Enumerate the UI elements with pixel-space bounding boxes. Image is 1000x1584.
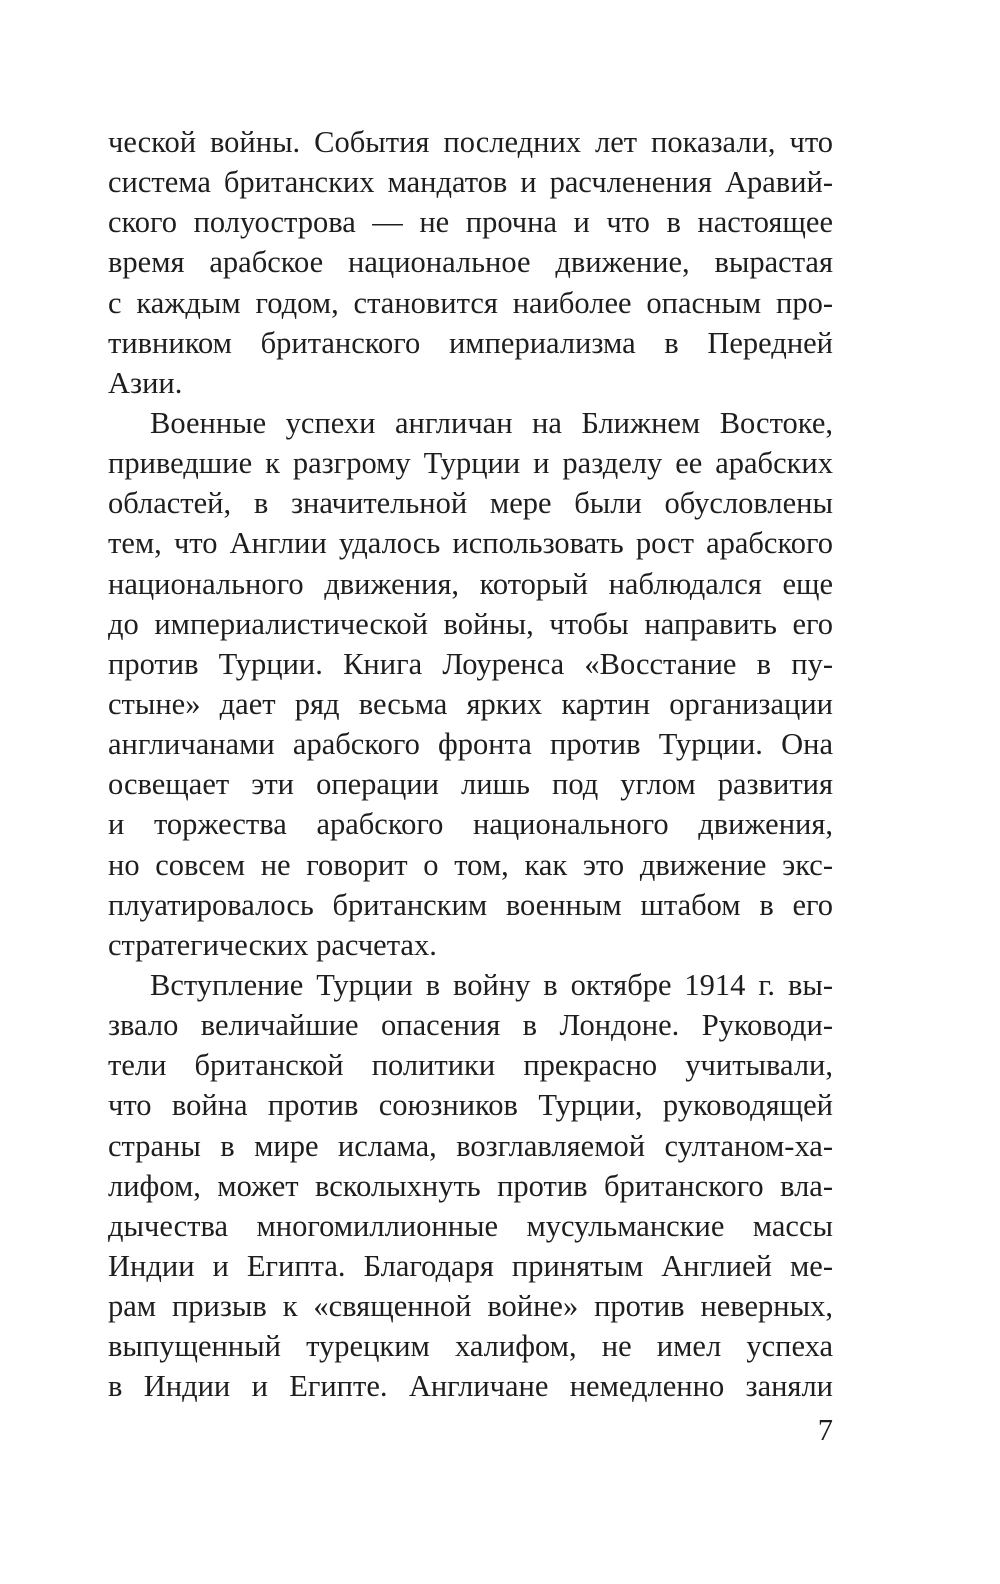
text-line: англичанами арабского фронта против Турции. Она (108, 727, 833, 762)
text-line: национального движения, который наблюдался еще (108, 566, 833, 601)
text-line: что война против союзников Турции, руководящей (108, 1088, 833, 1123)
text-line: звало величайшие опасения в Лондоне. Руководи- (108, 1008, 833, 1043)
body-text (108, 122, 833, 1407)
text-line: дычества многомиллионные мусульманские массы (108, 1208, 833, 1243)
text-line: ского полуострова — не прочна и что в настоящее (108, 205, 833, 240)
text-line: страны в мире ислама, возглавляемой султаном-ха- (108, 1128, 833, 1163)
text-line: приведшие к разгрому Турции и разделу ее арабских (108, 446, 833, 481)
paragraph (108, 965, 833, 1407)
text-line: областей, в значительной мере были обусловлены (108, 486, 833, 521)
text-line: тивником британского империализма в Передней (108, 325, 833, 360)
text-line: до империалистической войны, чтобы направить его (108, 606, 833, 641)
text-line: Военные успехи англичан на Ближнем Востоке, (150, 405, 833, 440)
text-line: Индии и Египта. Благодаря принятым Англией ме- (108, 1248, 833, 1283)
text-line: плуатировалось британским военным штабом в его (108, 887, 833, 922)
text-line: против Турции. Книга Лоуренса «Восстание в пу- (108, 646, 833, 681)
text-line: и торжества арабского национального движения, (108, 807, 833, 842)
text-line: выпущенный турецким халифом, не имел успеха (108, 1329, 833, 1364)
text-line: освещает эти операции лишь под углом развития (108, 767, 833, 802)
text-line: Вступление Турции в войну в октябре 1914 г. вы- (150, 967, 833, 1002)
paragraph (108, 403, 833, 965)
text-line: время арабское национальное движение, вырастая (108, 245, 833, 280)
text-line: тем, что Англии удалось использовать рост арабского (108, 526, 833, 561)
text-line: ческой войны. События последних лет показали, что (108, 125, 833, 159)
text-line: стратегических расчетах. (108, 927, 437, 962)
text-line: рам призыв к «священной войне» против неверных, (108, 1289, 833, 1324)
text-line: но совсем не говорит о том, как это движение экс- (108, 847, 833, 882)
paragraph (108, 122, 833, 403)
page-number: 7 (817, 1413, 833, 1447)
text-line: тели британской политики прекрасно учитывали, (108, 1048, 833, 1083)
text-line: система британских мандатов и расчленения Аравий- (108, 165, 833, 200)
text-line: стыне» дает ряд весьма ярких картин организации (108, 686, 833, 721)
text-line: в Индии и Египте. Англичане немедленно заняли (108, 1369, 833, 1404)
text-line: с каждым годом, становится наиболее опасным про- (108, 285, 833, 320)
text-line: Азии. (108, 365, 183, 400)
book-page (108, 0, 833, 1584)
text-line: лифом, может всколыхнуть против британского вла- (108, 1168, 833, 1203)
